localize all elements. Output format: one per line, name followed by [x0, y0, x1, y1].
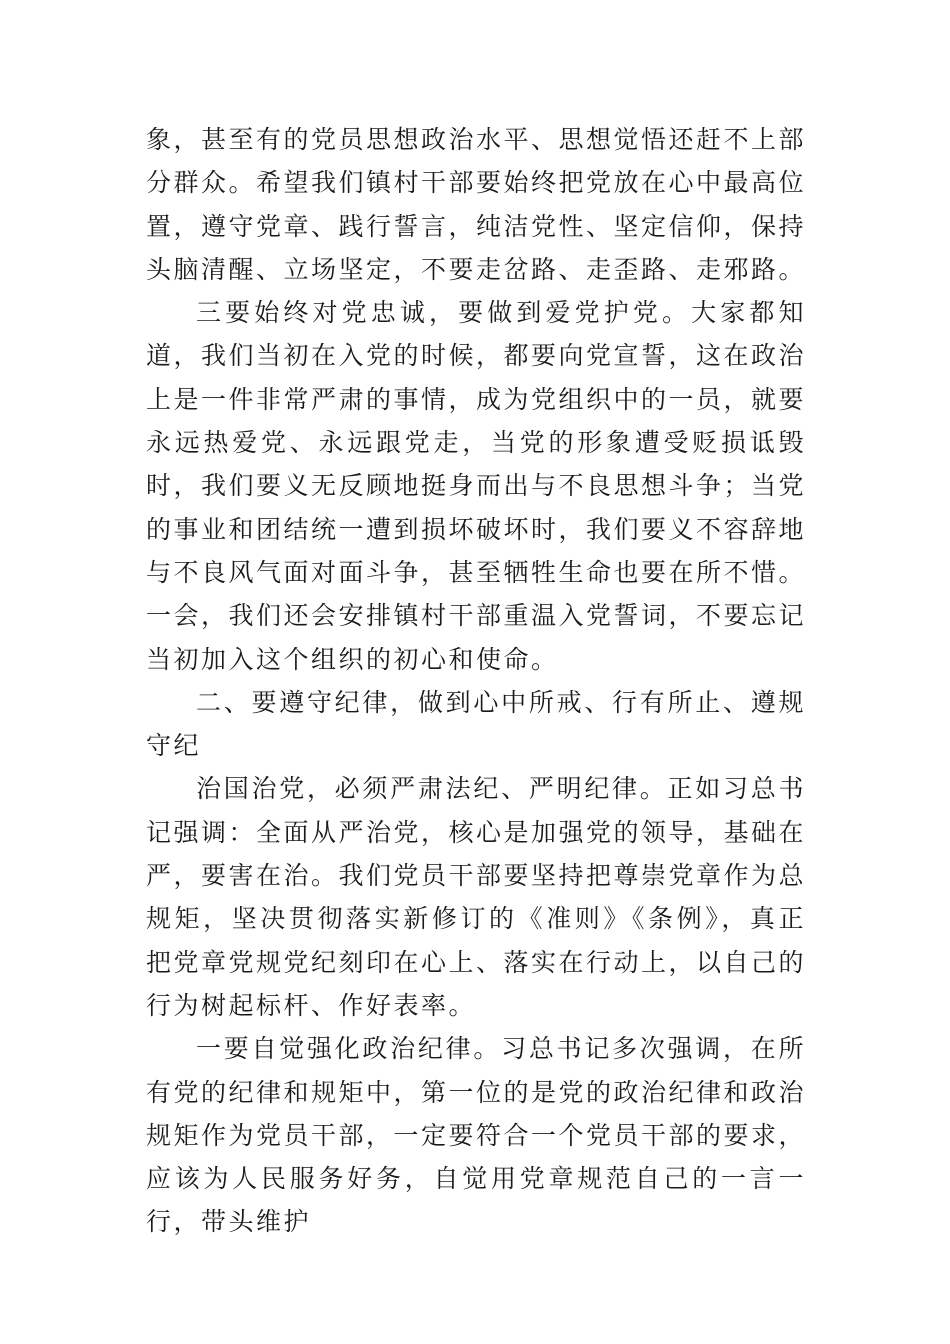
- paragraph-continued: 象，甚至有的党员思想政治水平、思想觉悟还赶不上部分群众。希望我们镇村干部要始终把党放在心中最高位置，遵守党章、践行誓言，纯洁党性、坚定信仰，保持头脑清醒、立场坚定，不要走岔路、走歪路、走邪路。: [146, 125, 807, 284]
- document-body: [146, 118, 806, 1244]
- paragraph-political-discipline: 一要自觉强化政治纪律。习总书记多次强调，在所有党的纪律和规矩中，第一位的是党的政治纪律和政治规矩作为党员干部，一定要符合一个党员干部的要求，应该为人民服务好务，自觉用党章规范自己的一言一行，带头维护: [146, 1034, 807, 1237]
- section-heading-discipline: 二、要遵守纪律，做到心中所戒、行有所止、遵规守纪: [146, 687, 806, 761]
- paragraph-loyalty: 三要始终对党忠诚，要做到爱党护党。大家都知道，我们当初在入党的时候，都要向党宣誓，这在政治上是一件非常严肃的事情，成为党组织中的一员，就要永远热爱党、永远跟党走，当党的形象遭受贬损诋毁时，我们要义无反顾地挺身而出与不良思想斗争；当党的事业和团结统一遭到损坏破坏时，我们要义不容辞地与不良风气面对面斗争，甚至牺牲生命也要在所不惜。一会，我们还会安排镇村干部重温入党誓词，不要忘记当初加入这个组织的初心和使命。: [146, 298, 807, 674]
- paragraph-governance: 治国治党，必须严肃法纪、严明纪律。正如习总书记强调：全面从严治党，核心是加强党的领导，基础在严，要害在治。我们党员干部要坚持把尊崇党章作为总规矩，坚决贯彻落实新修订的《准则》《条例》，真正把党章党规党纪刻印在心上、落实在行动上，以自己的行为树起标杆、作好表率。: [146, 774, 807, 1020]
